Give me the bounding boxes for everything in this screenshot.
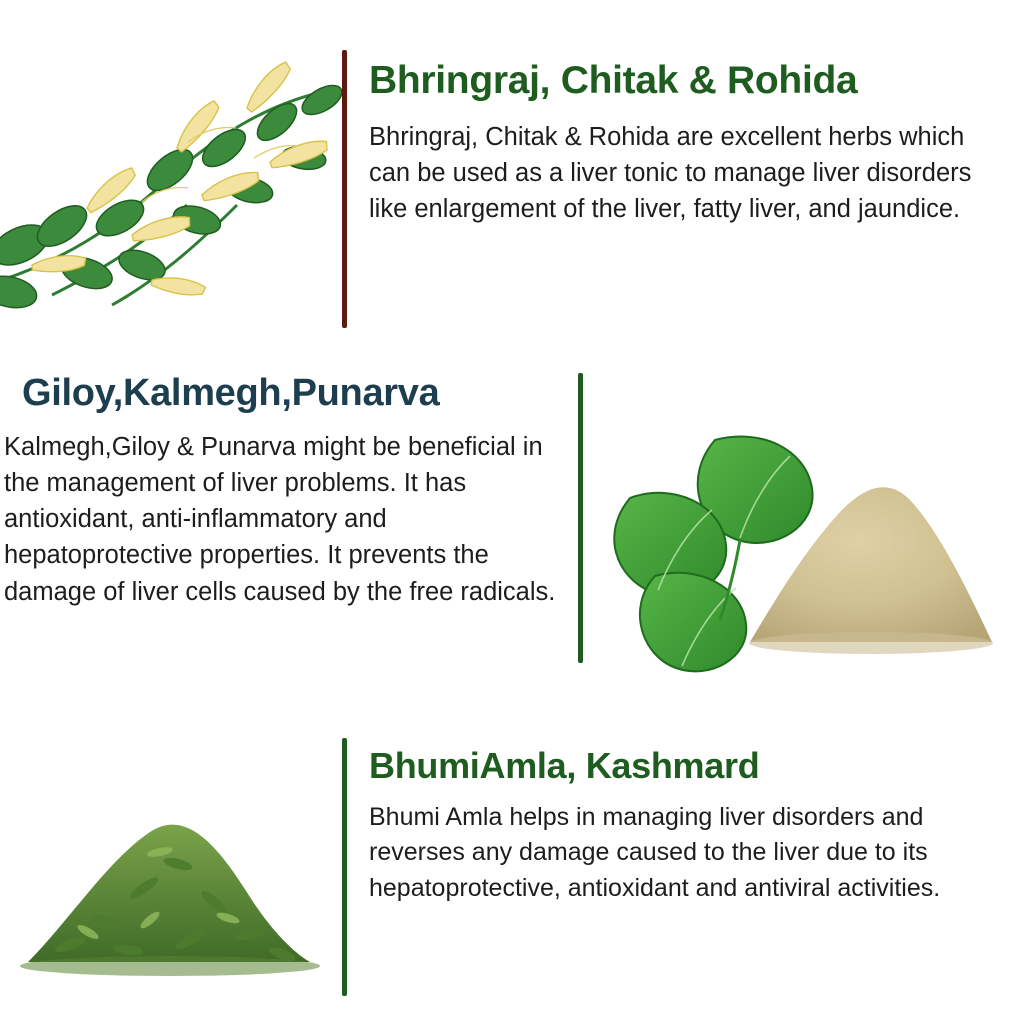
section-text-giloy bbox=[0, 373, 578, 673]
section-body-bhumiamla: Bhumi Amla helps in managing liver disorders and reverses any damage caused to the liver due to its hepatoprotective, antioxidant and antiviral activities. bbox=[369, 802, 941, 902]
dried-bhumi-amla-herb-photo bbox=[10, 790, 330, 990]
section-giloy bbox=[0, 373, 600, 673]
section-bhumiamla bbox=[342, 738, 1007, 1003]
section-divider-giloy bbox=[578, 373, 583, 663]
section-body-bhringraj: Bhringraj, Chitak & Rohida are excellent herbs which can be used as a liver tonic to manage liver disorders like enlargement of the liver, fatty liver, and jaundice. bbox=[369, 122, 972, 224]
section-text-bhumiamla bbox=[347, 738, 1007, 1003]
section-title-bhringraj: Bhringraj, Chitak & Rohida bbox=[369, 59, 858, 102]
section-title-bhumiamla: BhumiAmla, Kashmard bbox=[369, 745, 760, 786]
section-text-bhringraj bbox=[347, 50, 1007, 330]
section-bhringraj bbox=[342, 50, 1007, 330]
giloy-leaves-and-powder-photo bbox=[600, 400, 1024, 680]
section-title-giloy: Giloy,Kalmegh,Punarva bbox=[22, 372, 440, 414]
section-body-giloy: Kalmegh,Giloy & Punarva might be beneficial in the management of liver problems. It has antioxidant, anti-inflammatory and hepatoprotective properties. It prevents the damage of liver cells caused by the free radicals. bbox=[4, 432, 556, 606]
honeysuckle-herb-illustration bbox=[0, 30, 342, 320]
